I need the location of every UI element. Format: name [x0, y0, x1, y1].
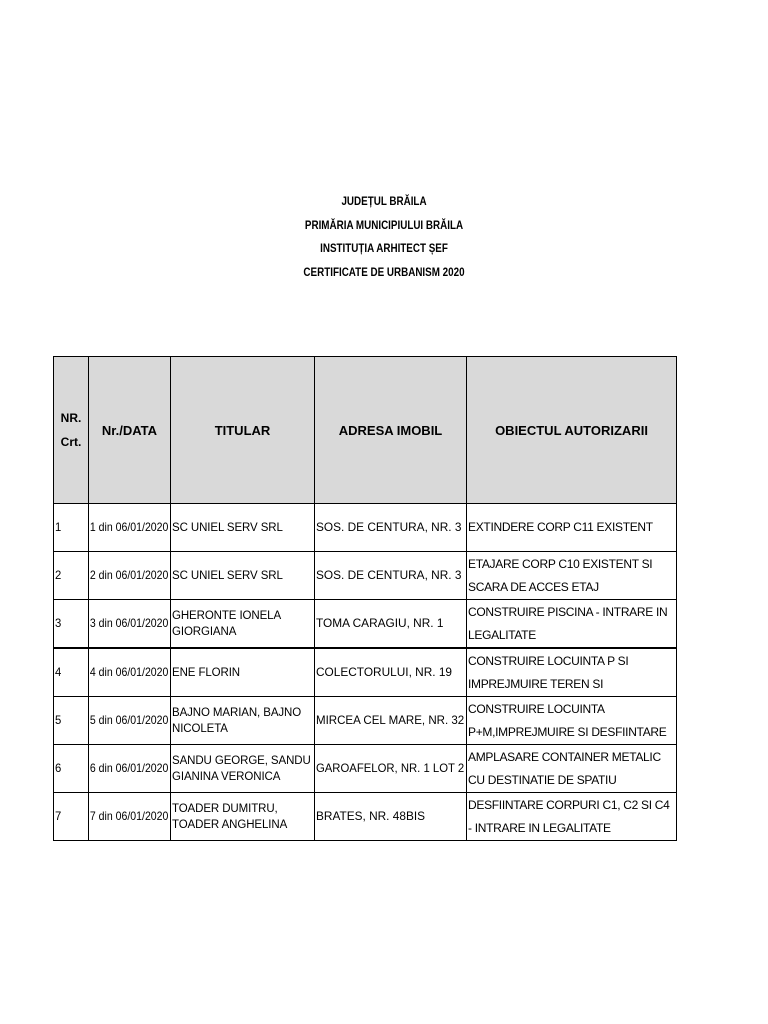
table-header-row [54, 357, 677, 504]
cell-nr-data-text: 5 din 06/01/2020 [89, 713, 169, 727]
cell-nr-data-text: 7 din 06/01/2020 [89, 809, 169, 823]
cell-obiectul-text: CONSTRUIRE PISCINA - INTRARE IN LEGALITATE [468, 604, 668, 642]
cell-obiectul-text: CONSTRUIRE LOCUINTA P+M,IMPREJMUIRE SI DESFIINTARE [468, 701, 667, 739]
cell-titular [171, 504, 315, 552]
cell-titular [171, 552, 315, 600]
cell-obiectul-text: EXTINDERE CORP C11 EXISTENT [468, 520, 653, 534]
cell-obiectul [467, 600, 677, 649]
cell-titular-text: ENE FLORIN [172, 666, 241, 679]
header-city-hall: PRIMĂRIA MUNICIPIULUI BRĂILA [304, 217, 464, 232]
cell-obiectul [467, 504, 677, 552]
table-row [54, 793, 677, 841]
cell-adresa [315, 745, 467, 793]
cell-adresa [315, 648, 467, 697]
column-header-crt: Crt. [60, 435, 82, 449]
cell-nr-text: 1 [54, 520, 62, 534]
cell-nr [54, 793, 89, 841]
cell-obiectul [467, 697, 677, 745]
header-county: JUDEȚUL BRĂILA [341, 194, 427, 208]
cell-nr-data-text: 2 din 06/01/2020 [89, 568, 169, 582]
cell-titular [171, 648, 315, 697]
cell-titular-text: SANDU GEORGE, SANDU GIANINA VERONICA [172, 754, 311, 783]
cell-titular-text: TOADER DUMITRU, TOADER ANGHELINA [172, 802, 288, 831]
cell-titular [171, 697, 315, 745]
column-header-titular: TITULAR [171, 357, 315, 504]
cell-nr-data-text: 3 din 06/01/2020 [89, 616, 169, 630]
cell-nr-text: 5 [54, 713, 62, 727]
cell-nr-text: 3 [54, 616, 62, 630]
cell-adresa-text: MIRCEA CEL MARE, NR. 32 [315, 713, 465, 727]
document-header [69, 190, 699, 284]
certificates-table [53, 356, 677, 841]
cell-nr-text: 4 [54, 665, 62, 679]
cell-titular-text: SC UNIEL SERV SRL [172, 569, 283, 582]
cell-adresa [315, 504, 467, 552]
cell-nr-data [89, 793, 171, 841]
cell-titular-text: SC UNIEL SERV SRL [172, 521, 283, 534]
column-header-adresa: ADRESA IMOBIL [315, 357, 467, 504]
cell-titular [171, 745, 315, 793]
cell-adresa [315, 600, 467, 649]
cell-obiectul-text: DESFIINTARE CORPURI C1, C2 SI C4 - INTRARE IN LEGALITATE [468, 797, 670, 835]
cell-obiectul-text: AMPLASARE CONTAINER METALIC CU DESTINATIE DE SPATIU [468, 749, 661, 787]
cell-nr-data-text: 1 din 06/01/2020 [89, 520, 169, 534]
column-header-nr-data: Nr./DATA [89, 357, 171, 504]
cell-nr-text: 2 [54, 568, 62, 582]
cell-titular-text: GHERONTE IONELA GIORGIANA [172, 609, 281, 638]
cell-adresa-text: SOS. DE CENTURA, NR. 3 [315, 568, 462, 582]
cell-nr-data [89, 697, 171, 745]
column-header-nr-crt [54, 357, 89, 504]
cell-obiectul [467, 648, 677, 697]
table-row [54, 552, 677, 600]
cell-nr-data [89, 552, 171, 600]
cell-nr-data [89, 600, 171, 649]
cell-titular [171, 793, 315, 841]
cell-nr-data [89, 745, 171, 793]
cell-obiectul-text: CONSTRUIRE LOCUINTA P SI IMPREJMUIRE TEREN SI [468, 653, 629, 691]
cell-adresa-text: BRATES, NR. 48BIS [315, 809, 426, 823]
cell-nr [54, 552, 89, 600]
cell-nr-data-text: 6 din 06/01/2020 [89, 761, 169, 775]
cell-nr [54, 648, 89, 697]
cell-obiectul [467, 552, 677, 600]
cell-obiectul [467, 745, 677, 793]
header-institution: INSTITUȚIA ARHITECT ȘEF [320, 241, 448, 255]
cell-adresa [315, 552, 467, 600]
table-row [54, 745, 677, 793]
cell-adresa-text: COLECTORULUI, NR. 19 [315, 665, 453, 679]
column-header-nr: NR. [60, 411, 82, 425]
cell-adresa [315, 793, 467, 841]
cell-nr [54, 745, 89, 793]
header-document-title: CERTIFICATE DE URBANISM 2020 [303, 264, 465, 279]
cell-adresa [315, 697, 467, 745]
cell-adresa-text: SOS. DE CENTURA, NR. 3 [315, 520, 462, 534]
cell-nr-data-text: 4 din 06/01/2020 [89, 665, 169, 679]
cell-titular-text: BAJNO MARIAN, BAJNO NICOLETA [172, 706, 302, 735]
table-row [54, 504, 677, 552]
cell-nr [54, 504, 89, 552]
cell-titular [171, 600, 315, 649]
table-row [54, 600, 677, 649]
cell-adresa-text: TOMA CARAGIU, NR. 1 [315, 616, 444, 630]
cell-adresa-text: GAROAFELOR, NR. 1 LOT 2 [315, 761, 465, 775]
table-row [54, 648, 677, 697]
table-row [54, 697, 677, 745]
cell-nr [54, 697, 89, 745]
cell-nr-data [89, 504, 171, 552]
cell-obiectul [467, 793, 677, 841]
cell-nr [54, 600, 89, 649]
cell-nr-data [89, 648, 171, 697]
column-header-obiectul: OBIECTUL AUTORIZARII [467, 357, 677, 504]
cell-nr-text: 7 [54, 809, 62, 823]
cell-obiectul-text: ETAJARE CORP C10 EXISTENT SI SCARA DE ACCES ETAJ [468, 556, 653, 594]
cell-nr-text: 6 [54, 761, 62, 775]
